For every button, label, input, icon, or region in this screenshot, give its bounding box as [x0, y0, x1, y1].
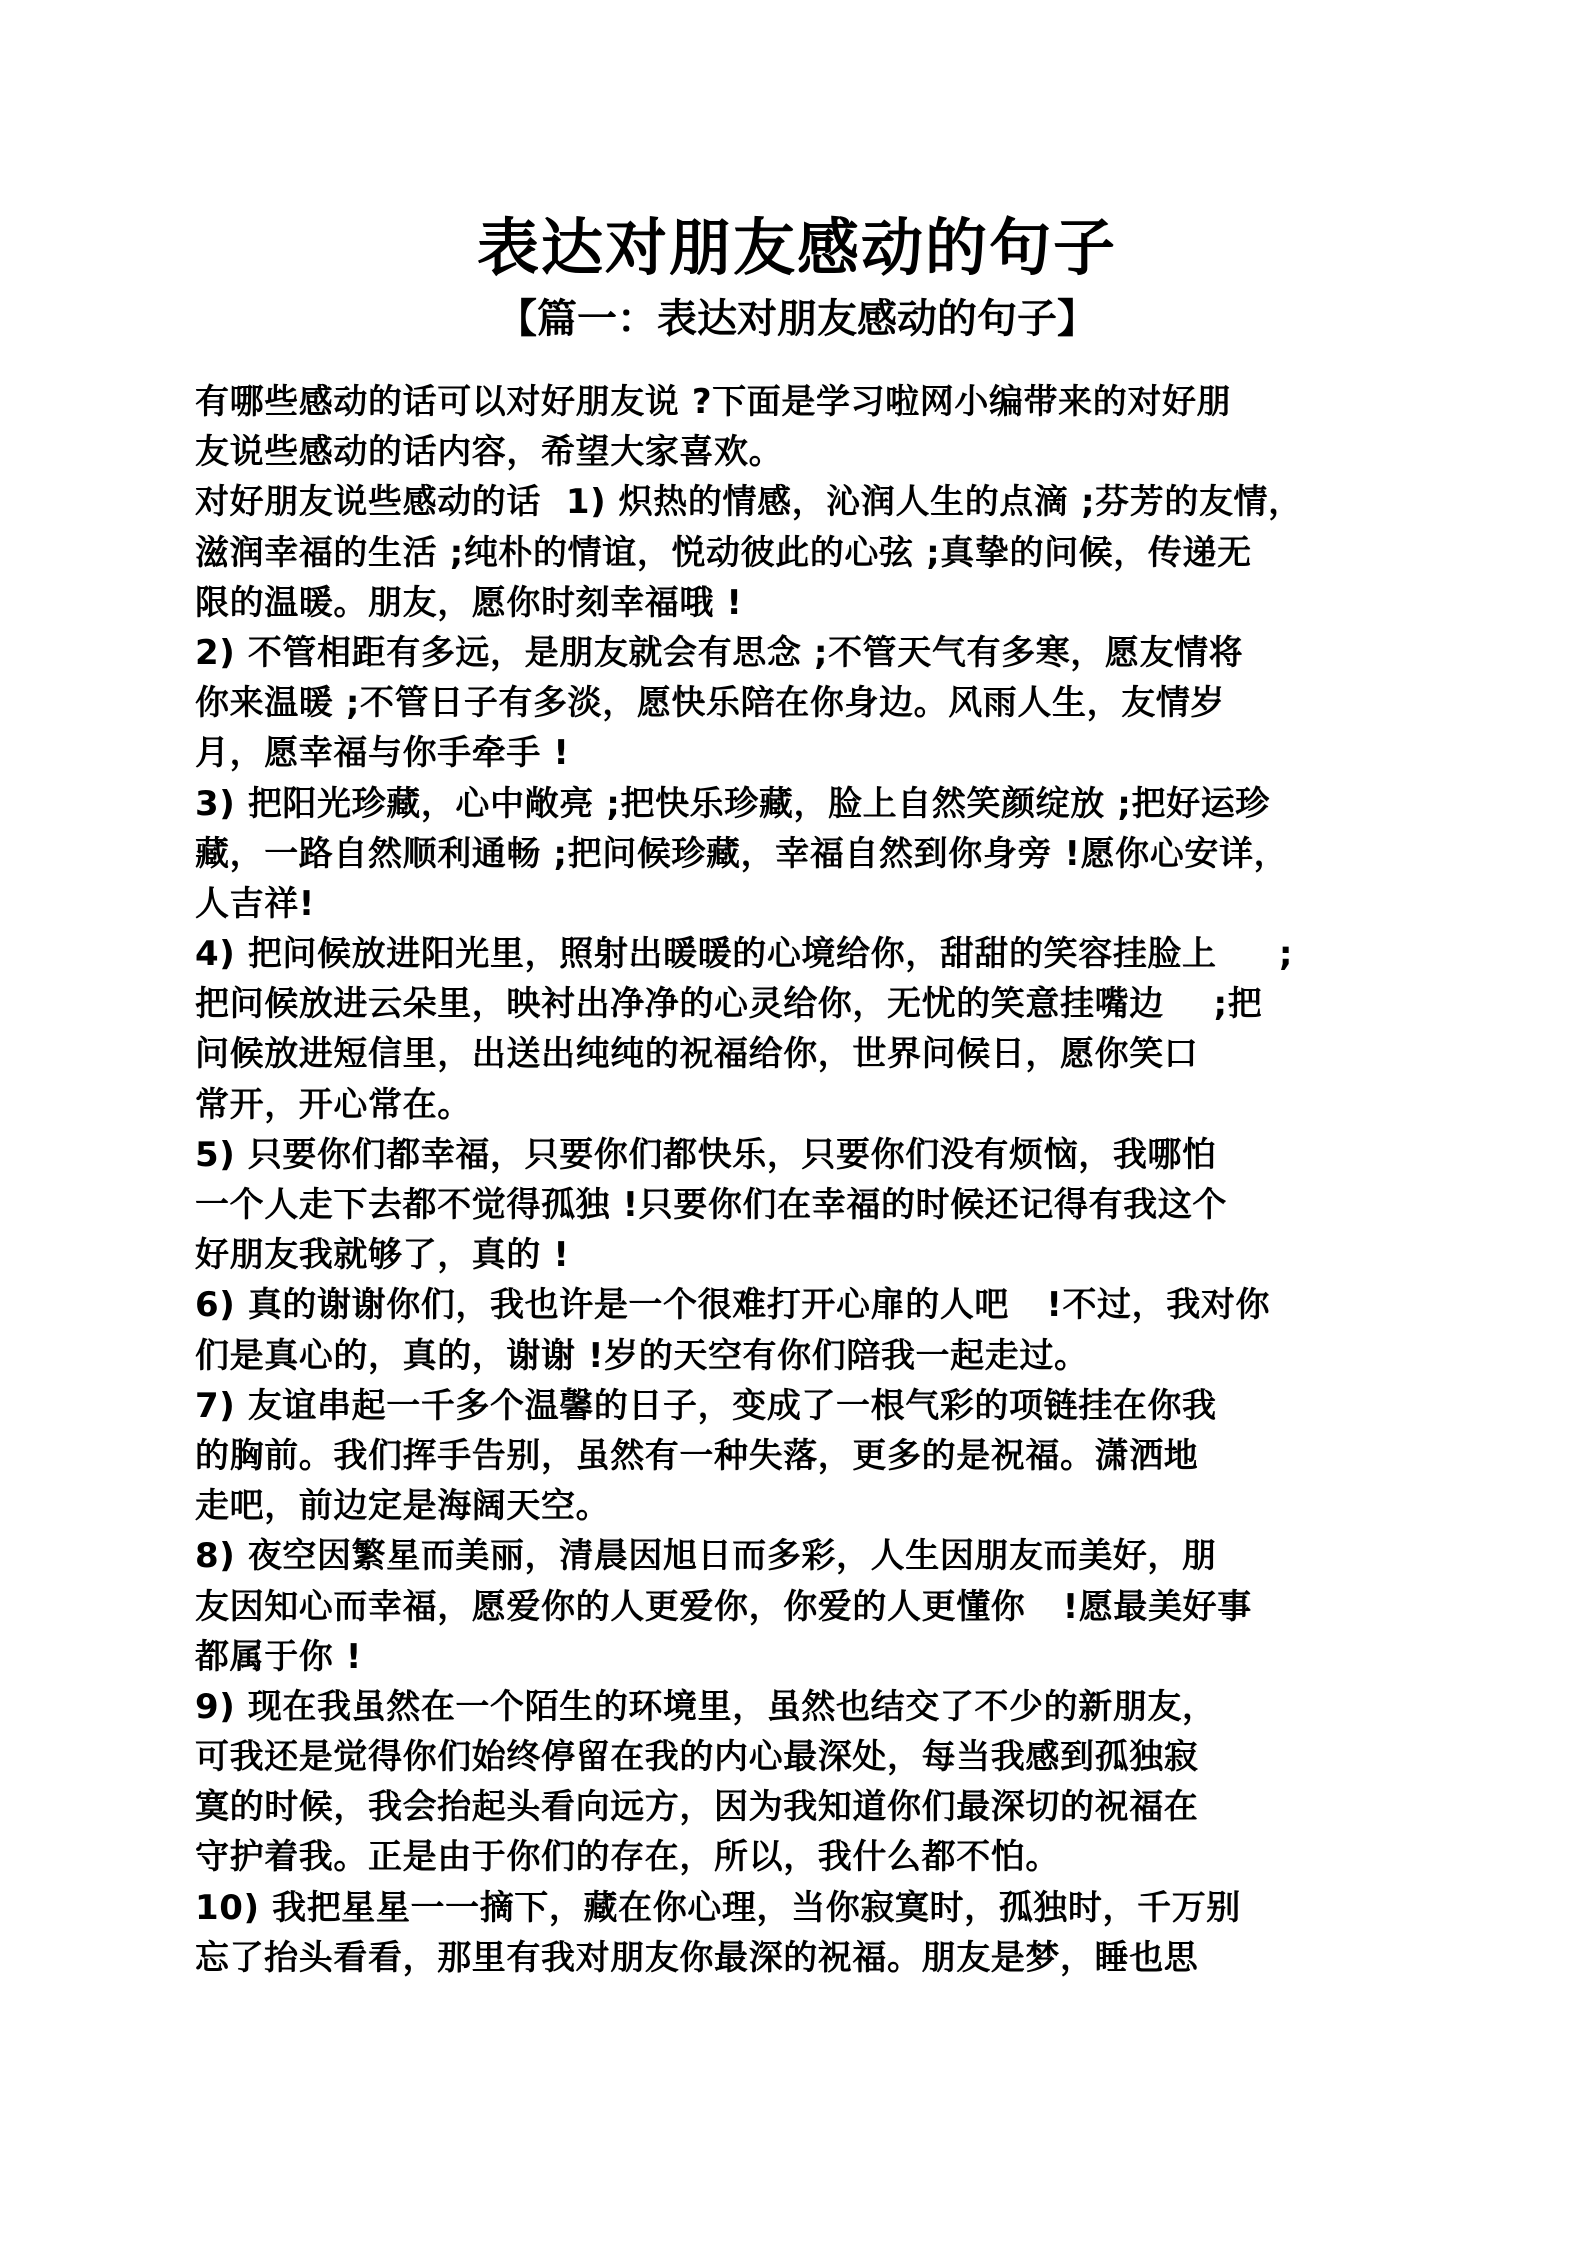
text-line: 们是真心的，真的，谢谢 !岁的天空有你们陪我一起走过。	[195, 1335, 1089, 1376]
text-line: 10) 我把星星一一摘下，藏在你心理，当你寂寞时，孤独时，千万别	[195, 1887, 1241, 1928]
text-line: 都属于你 !	[195, 1636, 362, 1677]
text-line: 友因知心而幸福，愿爱你的人更爱你，你爱的人更懂你 !愿最美好事	[195, 1586, 1252, 1627]
text-line: 6) 真的谢谢你们，我也许是一个很难打开心扉的人吧 !不过，我对你	[195, 1285, 1271, 1326]
text-line: 守护着我。正是由于你们的存在，所以，我什么都不怕。	[195, 1837, 1060, 1878]
text-line: 友说些感动的话内容，希望大家喜欢。	[195, 432, 784, 473]
text-line: 限的温暖。朋友，愿你时刻幸福哦 !	[195, 582, 743, 623]
text-line: 忘了抬头看看，那里有我对朋友你最深的祝福。朋友是梦，睡也思	[195, 1937, 1199, 1978]
text-line: 常开，开心常在。	[195, 1084, 472, 1125]
text-line: 问候放进短信里，出送出纯纯的祝福给你，世界问候日，愿你笑口	[195, 1034, 1199, 1075]
text-line: 有哪些感动的话可以对好朋友说 ?下面是学习啦网小编带来的对好朋	[195, 382, 1232, 422]
text-line: 8) 夜空因繁星而美丽，清晨因旭日而多彩，人生因朋友而美好，朋	[195, 1536, 1217, 1577]
text-line: 你来温暖 ;不管日子有多淡，愿快乐陪在你身边。风雨人生，友情岁	[195, 683, 1226, 724]
text-line: 藏，一路自然顺利通畅 ;把问候珍藏，幸福自然到你身旁 !愿你心安详，	[195, 833, 1289, 874]
text-line: 人吉祥!	[195, 883, 315, 924]
text-line: 对好朋友说些感动的话 1) 炽热的情感，沁润人生的点滴 ;芬芳的友情，	[195, 482, 1303, 523]
text-line: 5) 只要你们都幸福，只要你们都快乐，只要你们没有烦恼，我哪怕	[195, 1134, 1217, 1175]
text-line: 走吧，前边定是海阔天空。	[195, 1486, 611, 1527]
text-line: 好朋友我就够了，真的 !	[195, 1235, 570, 1276]
text-line: 一个人走下去都不觉得孤独 !只要你们在幸福的时候还记得有我这个	[195, 1185, 1227, 1225]
text-line: 把问候放进云朵里，映衬出净净的心灵给你，无忧的笑意挂嘴边 ;把	[195, 984, 1263, 1025]
text-line: 的胸前。我们挥手告别，虽然有一种失落，更多的是祝福。潇洒地	[195, 1435, 1199, 1476]
text-line: 7) 友谊串起一千多个温馨的日子，变成了一根气彩的项链挂在你我	[195, 1385, 1217, 1426]
text-line: 3) 把阳光珍藏，心中敞亮 ;把快乐珍藏，脸上自然笑颜绽放 ;把好运珍	[195, 783, 1270, 824]
text-line: 滋润幸福的生活 ;纯朴的情谊，悦动彼此的心弦 ;真挚的问候，传递无	[195, 532, 1252, 573]
text-line: 月，愿幸福与你手牵手 !	[195, 733, 570, 774]
text-line: 9) 现在我虽然在一个陌生的环境里，虽然也结交了不少的新朋友，	[195, 1686, 1217, 1727]
text-line: 4) 把问候放进阳光里，照射出暖暖的心境给你，甜甜的笑容挂脸上 ;	[195, 934, 1294, 975]
body-text	[195, 382, 1415, 1988]
section-heading: 【篇一：表达对朋友感动的句子】	[497, 296, 1097, 342]
text-line: 可我还是觉得你们始终停留在我的内心最深处，每当我感到孤独寂	[195, 1737, 1199, 1778]
text-line: 2) 不管相距有多远，是朋友就会有思念 ;不管天气有多寒，愿友情将	[195, 632, 1244, 673]
document-title: 表达对朋友感动的句子	[476, 211, 1117, 284]
text-line: 寞的时候，我会抬起头看向远方，因为我知道你们最深切的祝福在	[195, 1787, 1199, 1828]
